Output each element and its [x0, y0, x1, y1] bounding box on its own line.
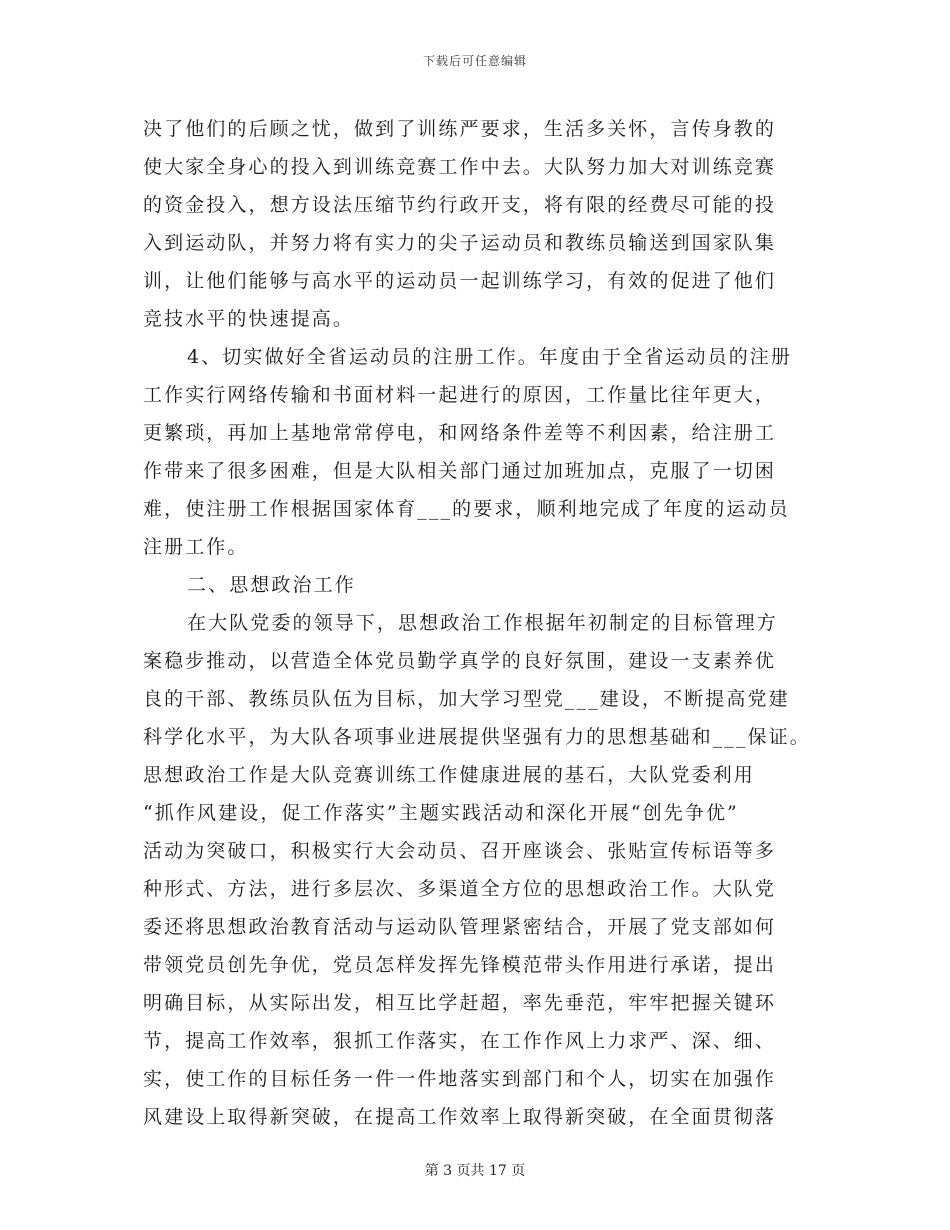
paragraph-line: 4、切实做好全省运动员的注册工作。年度由于全省运动员的注册 [187, 346, 792, 368]
paragraph-line: 难，使注册工作根据国家体育___的要求，顺利地完成了年度的运动员 [143, 498, 790, 520]
paragraph-line: 科学化水平，为大队各项事业进展提供坚强有力的思想基础和___保证。 [143, 726, 811, 748]
paragraph-line: 的资金投入，想方设法压缩节约行政开支，将有限的经费尽可能的投 [143, 194, 777, 216]
paragraph-line: 委还将思想政治教育活动与运动队管理紧密结合，开展了党支部如何 [143, 916, 777, 938]
page-header: 下载后可任意编辑 [422, 54, 527, 68]
page-number: 第 3 页共 17 页 [424, 1163, 526, 1179]
paragraph-line: 注册工作。 [143, 536, 249, 558]
paragraph-line: 思想政治工作是大队竞赛训练工作健康进展的基石，大队党委利用 [143, 764, 755, 786]
paragraph-line: 风建设上取得新突破，在提高工作效率上取得新突破，在全面贯彻落 [143, 1106, 777, 1128]
paragraph-line: 更繁琐，再加上基地常常停电，和网络条件差等不利因素，给注册工 [143, 422, 777, 444]
paragraph-line: 入到运动队，并努力将有实力的尖子运动员和教练员输送到国家队集 [143, 232, 777, 254]
paragraph-line: 明确目标，从实际出发，相互比学赶超，率先垂范，牢牢把握关键环 [143, 992, 777, 1014]
paragraph-line: 活动为突破口，积极实行大会动员、召开座谈会、张贴宣传标语等多 [143, 840, 777, 862]
paragraph-line: 实，使工作的目标任务一件一件地落实到部门和个人，切实在加强作 [143, 1068, 777, 1090]
paragraph-line: 良的干部、教练员队伍为目标，加大学习型党___建设，不断提高党建 [143, 688, 790, 710]
paragraph-line: “抓作风建设，促工作落实”主题实践活动和深化开展“创先争优” [143, 802, 739, 824]
paragraph-line: 在大队党委的领导下，思想政治工作根据年初制定的目标管理方 [187, 612, 778, 634]
paragraph-line: 竞技水平的快速提高。 [143, 308, 355, 330]
paragraph-line: 节，提高工作效率，狠抓工作落实，在工作作风上力求严、深、细、 [143, 1030, 777, 1052]
paragraph-line: 带领党员创先争优，党员怎样发挥先锋模范带头作用进行承诺，提出 [143, 954, 777, 976]
paragraph-line: 使大家全身心的投入到训练竞赛工作中去。大队努力加大对训练竞赛 [143, 156, 777, 178]
paragraph-line: 种形式、方法，进行多层次、多渠道全方位的思想政治工作。大队党 [143, 878, 777, 900]
paragraph-line: 训，让他们能够与高水平的运动员一起训练学习，有效的促进了他们 [143, 270, 777, 292]
paragraph-line: 工作实行网络传输和书面材料一起进行的原因，工作量比往年更大， [143, 384, 777, 406]
paragraph-line: 作带来了很多困难，但是大队相关部门通过加班加点，克服了一切困 [143, 460, 777, 482]
document-body [143, 110, 811, 1136]
paragraph-line: 决了他们的后顾之忧，做到了训练严要求，生活多关怀，言传身教的 [143, 118, 777, 140]
paragraph-line: 案稳步推动，以营造全体党员勤学真学的良好氛围，建设一支素养优 [143, 650, 777, 672]
section-heading: 二、思想政治工作 [187, 574, 356, 596]
